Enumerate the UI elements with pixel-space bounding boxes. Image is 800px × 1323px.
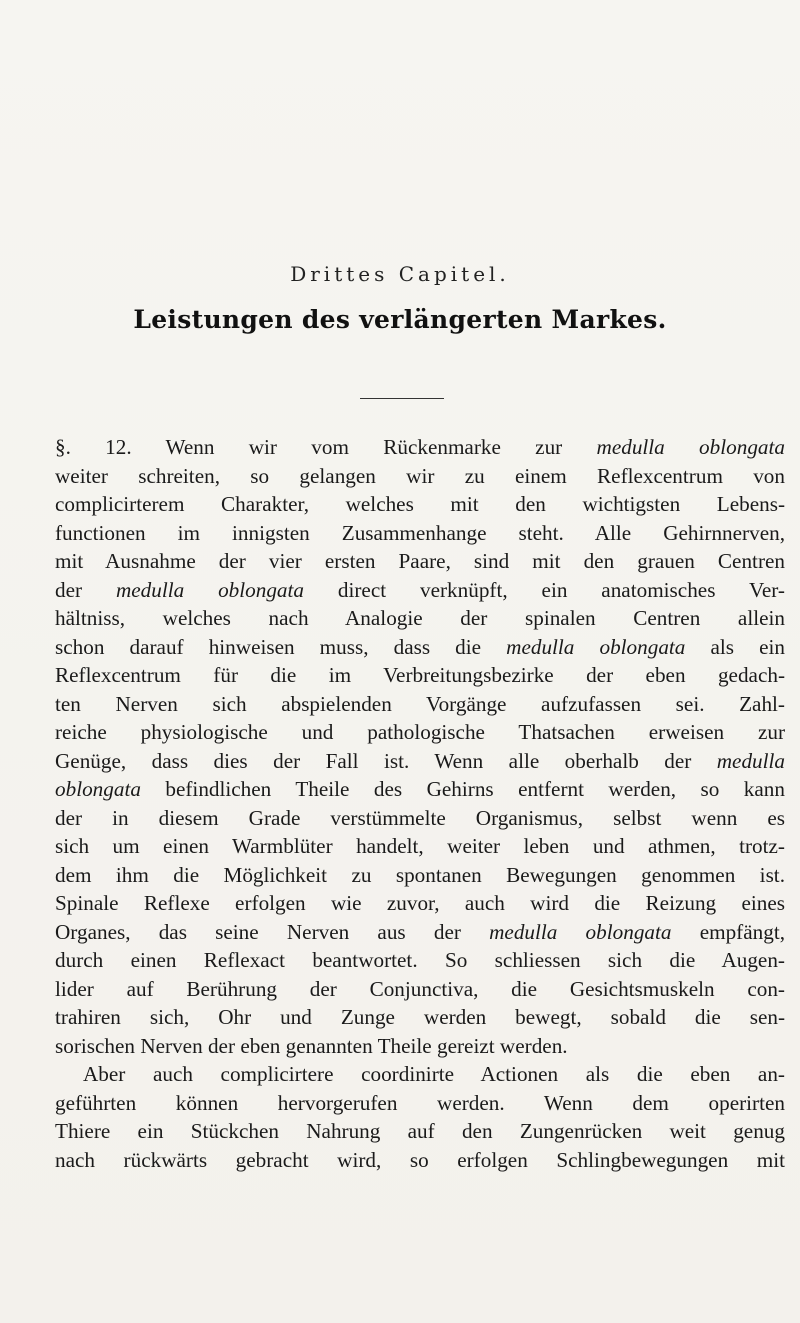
latin-term: medulla oblongata: [506, 634, 686, 659]
text-line: reiche physiologische und pathologische Thatsachen erweisen zur: [55, 720, 785, 744]
text-line: functionen im innigsten Zusammenhange steht. Alle Gehirnnerven,: [55, 520, 785, 545]
text-line: Aber auch complicirtere coordinirte Actionen als die eben an-: [83, 1062, 785, 1086]
text-line: §. 12. Wenn wir vom Rückenmarke zur medulla oblongata: [55, 435, 785, 459]
latin-term: medulla oblongata: [596, 435, 785, 459]
text-line: Organes, das seine Nerven aus der medulla oblongata empfängt,: [55, 919, 786, 944]
text-line: complicirterem Charakter, welches mit den wichtigsten Lebens-: [55, 492, 785, 516]
text-line: lider auf Berührung der Conjunctiva, die Gesichtsmuskeln con-: [55, 976, 785, 1001]
text-line: der in diesem Grade verstümmelte Organismus, selbst wenn es: [55, 805, 785, 830]
text-line: Thiere ein Stückchen Nahrung auf den Zungenrücken weit genug: [55, 1119, 785, 1143]
text-line: Genüge, dass dies der Fall ist. Wenn alle oberhalb der medulla: [55, 748, 785, 773]
title-rule: [360, 398, 444, 399]
text-line: trahiren sich, Ohr und Zunge werden bewegt, sobald die sen-: [55, 1005, 785, 1029]
text-line: oblongata befindlichen Theile des Gehirns entfernt werden, so kann: [55, 777, 785, 801]
text-line: nach rückwärts gebracht wird, so erfolgen Schlingbewegungen mit: [55, 1147, 785, 1172]
text-line: mit Ausnahme der vier ersten Paare, sind mit den grauen Centren: [55, 549, 785, 573]
text-line: Reflexcentrum für die im Verbreitungsbezirke der eben gedach-: [55, 663, 785, 687]
latin-term: medulla oblongata: [115, 577, 305, 602]
text-line: schon darauf hinweisen muss, dass die medulla oblongata als ein: [55, 634, 785, 659]
chapter-heading: Drittes Capitel.: [290, 262, 510, 286]
text-line: sorischen Nerven der eben genannten Theile gereizt werden.: [55, 1033, 568, 1058]
text-line: dem ihm die Möglichkeit zu spontanen Bewegungen genommen ist.: [55, 862, 785, 887]
latin-term: oblongata: [55, 777, 141, 801]
text-line: Spinale Reflexe erfolgen wie zuvor, auch wird die Reizung eines: [55, 891, 785, 915]
text-line: ten Nerven sich abspielenden Vorgänge aufzufassen sei. Zahl-: [55, 691, 785, 716]
text-line: geführten können hervorgerufen werden. Wenn dem operirten: [55, 1090, 785, 1115]
text-line: durch einen Reflexact beantwortet. So schliessen sich die Augen-: [55, 948, 785, 972]
chapter-title: Leistungen des verlängerten Markes.: [133, 305, 667, 334]
text-line: hältniss, welches nach Analogie der spinalen Centren allein: [55, 606, 785, 630]
text-line: weiter schreiten, so gelangen wir zu einem Reflexcentrum von: [55, 463, 785, 488]
latin-term: medulla: [716, 748, 785, 773]
text-line: sich um einen Warmblüter handelt, weiter leben und athmen, trotz-: [55, 834, 785, 858]
body-text: [55, 433, 785, 1174]
latin-term: medulla oblongata: [489, 919, 672, 944]
text-line: der medulla oblongata direct verknüpft, ein anatomisches Ver-: [55, 577, 785, 602]
